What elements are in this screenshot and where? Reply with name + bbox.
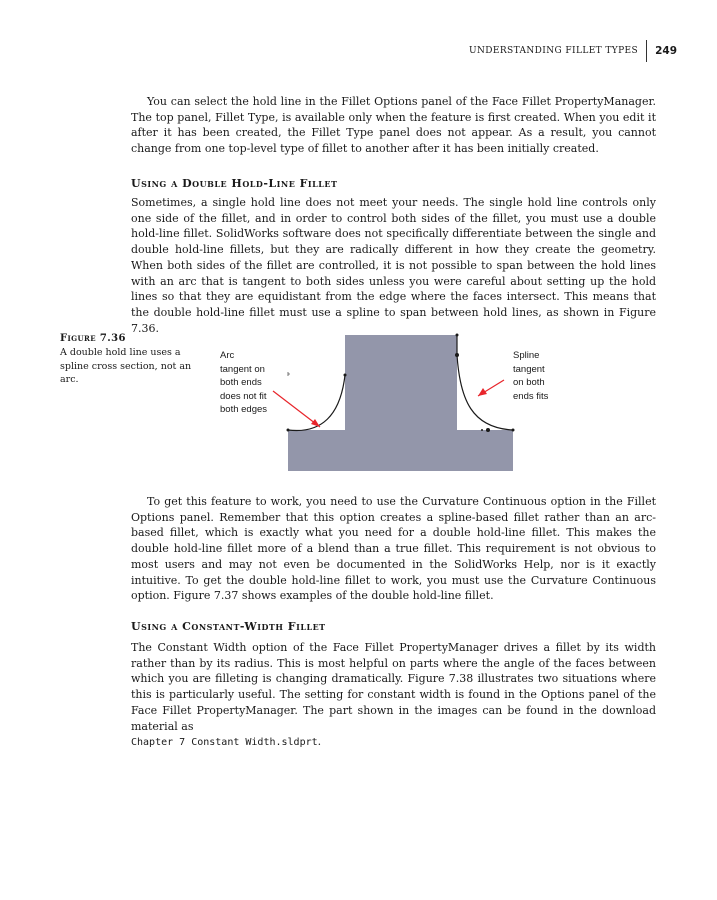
hold-line-point: [486, 428, 490, 432]
arc-callout-arrowhead: [311, 419, 320, 427]
hold-line-point: [512, 429, 515, 432]
spline-callout-arrowhead: [478, 388, 487, 396]
hold-line-point: [481, 429, 483, 431]
intro-paragraph: You can select the hold line in the Fillet Options panel of the Face Fillet PropertyManager. The top panel, Fillet Type, is available only when the feature is first created. When you edit it after it has been created, the Fillet Type panel does not appear. As a result, you cannot change from one top-level type of fillet to another after it has been initially created.: [131, 95, 656, 156]
file-name: Chapter 7 Constant Width.sldprt: [131, 737, 318, 749]
figure-7-36: [210, 330, 570, 475]
section-heading-constant-width: Using a Constant-Width Fillet: [131, 620, 326, 633]
double-hold-line-paragraph: Sometimes, a single hold line does not meet your needs. The single hold line controls only one side of the fillet, and in order to control both sides of the fillet, you must use a double hold-line fillet. SolidWorks software does not specifically differentiate between the single and double hold-line fillets, but they are radically different in how they create the geometry. When both sides of the fillet are controlled, it is not possible to span between the hold lines with an arc that is tangent to both sides unless you were careful about setting up the hold lines so that they are equidistant from the edge where the faces intersect. This means that the double hold-line fillet must use a spline to span between hold lines, as shown in Figure 7.36.: [131, 196, 656, 335]
running-head-divider: [646, 40, 647, 62]
after-figure-paragraph: To get this feature to work, you need to use the Curvature Continuous option in the Fillet Options panel. Remember that this option creates a spline-based fillet rather than an arc-based fillet, which is exactly what you need for a double hold-line fillet. This makes the double hold-line fillet more of a blend than a true fillet. This requirement is not obvious to most users and may not even be documented in the SolidWorks Help, nor is it exactly intuitive. To get the double hold-line fillet to work, you must use the Curvature Continuous option. Figure 7.37 shows examples of the double hold-line fillet.: [131, 495, 656, 603]
hold-line-point: [455, 353, 459, 357]
figure-caption: [60, 333, 210, 387]
figure-label: Figure 7.36: [60, 333, 126, 344]
constant-width-paragraph-text: The Constant Width option of the Face Fillet PropertyManager drives a fillet by its width rather than by its radius. This is most helpful on parts where the angle of the faces between which you are filleting is changing dramatically. Figure 7.38 illustrates two situations where this is particularly useful. The setting for constant width is found in the Options panel of the Face Fillet PropertyManager. The part shown in the images can be found in the download material as: [131, 641, 656, 733]
paragraph-end: .: [317, 735, 322, 749]
hold-line-point: [456, 334, 459, 337]
arc-note: Arc tangent on both ends does not fit both edges: [220, 350, 268, 415]
hold-line-point: [344, 374, 347, 377]
section-heading-double-hold-line: Using a Double Hold-Line Fillet: [131, 177, 338, 190]
running-head-title: UNDERSTANDING FILLET TYPES: [468, 46, 639, 56]
spline-note: Spline tangent on both ends fits: [513, 350, 549, 402]
hold-line-point: [287, 429, 290, 432]
page-number: 249: [655, 45, 677, 57]
spline-fillet-curve: [457, 335, 513, 430]
running-head: [469, 40, 677, 62]
cursor-mark: [288, 372, 290, 376]
figure-caption-text: A double hold line uses a spline cross section, not an arc.: [60, 347, 192, 385]
constant-width-paragraph: [131, 640, 656, 751]
part-cross-section: [288, 335, 513, 471]
